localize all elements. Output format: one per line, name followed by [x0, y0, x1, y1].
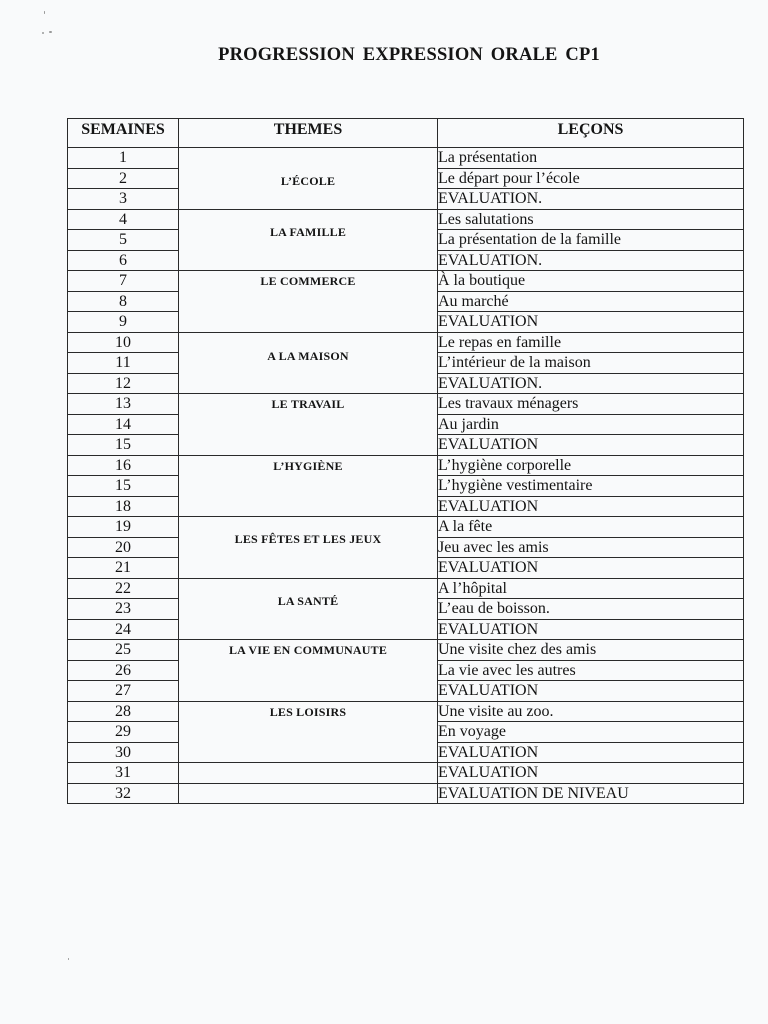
week-number: 29 [68, 722, 179, 743]
table-row [68, 148, 744, 169]
lesson-name: A la fête [438, 517, 744, 538]
table-row [68, 763, 744, 784]
week-number: 15 [68, 435, 179, 456]
week-number: 26 [68, 660, 179, 681]
week-number: 28 [68, 701, 179, 722]
header-weeks: SEMAINES [68, 119, 179, 148]
table-row [68, 455, 744, 476]
lesson-name: La présentation [438, 148, 744, 169]
theme-cell [179, 332, 438, 394]
week-number: 2 [68, 168, 179, 189]
theme-cell [179, 209, 438, 271]
theme-name: L’HYGIÈNE [273, 458, 343, 473]
theme-cell [179, 517, 438, 579]
week-number: 18 [68, 496, 179, 517]
table-row [68, 394, 744, 415]
lesson-name: Le repas en famille [438, 332, 744, 353]
table-row [68, 271, 744, 292]
lesson-name: L’hygiène vestimentaire [438, 476, 744, 497]
theme-cell [179, 763, 438, 784]
lesson-name: Les travaux ménagers [438, 394, 744, 415]
theme-name: LES LOISIRS [269, 704, 347, 719]
theme-name: LA SANTÉ [277, 593, 339, 608]
lesson-name: EVALUATION DE NIVEAU [438, 783, 744, 804]
theme-cell [179, 701, 438, 763]
lesson-name: EVALUATION. [438, 250, 744, 271]
week-number: 7 [68, 271, 179, 292]
week-number: 19 [68, 517, 179, 538]
lesson-name: Au marché [438, 291, 744, 312]
week-number: 8 [68, 291, 179, 312]
theme-name: LES FÊTES ET LES JEUX [234, 532, 382, 546]
theme-name: LE COMMERCE [260, 274, 356, 288]
theme-cell [179, 640, 438, 702]
theme-cell [179, 271, 438, 333]
theme-name: A LA MAISON [267, 348, 349, 363]
lesson-name: Une visite au zoo. [438, 701, 744, 722]
week-number: 22 [68, 578, 179, 599]
week-number: 16 [68, 455, 179, 476]
table-row [68, 332, 744, 353]
lesson-name: Une visite chez des amis [438, 640, 744, 661]
week-number: 15 [68, 476, 179, 497]
week-number: 12 [68, 373, 179, 394]
theme-name: LE TRAVAIL [271, 397, 345, 411]
theme-cell [179, 783, 438, 804]
week-number: 14 [68, 414, 179, 435]
lesson-name: EVALUATION [438, 619, 744, 640]
week-number: 3 [68, 189, 179, 210]
scan-mark [44, 11, 45, 14]
theme-cell [179, 455, 438, 517]
lesson-name: Le départ pour l’école [438, 168, 744, 189]
lesson-name: Les salutations [438, 209, 744, 230]
week-number: 30 [68, 742, 179, 763]
progression-table [67, 118, 744, 804]
table-row [68, 517, 744, 538]
lesson-name: La vie avec les autres [438, 660, 744, 681]
theme-cell [179, 578, 438, 640]
lesson-name: EVALUATION. [438, 373, 744, 394]
scan-mark [42, 32, 44, 34]
theme-name: L’ÉCOLE [280, 174, 336, 188]
lesson-name: La présentation de la famille [438, 230, 744, 251]
theme-name: LA VIE EN COMMUNAUTE [228, 643, 388, 657]
week-number: 27 [68, 681, 179, 702]
week-number: 25 [68, 640, 179, 661]
week-number: 23 [68, 599, 179, 620]
table-row [68, 209, 744, 230]
week-number: 20 [68, 537, 179, 558]
lesson-name: EVALUATION [438, 312, 744, 333]
lesson-name: EVALUATION [438, 435, 744, 456]
table-row [68, 640, 744, 661]
lesson-name: EVALUATION [438, 763, 744, 784]
theme-cell [179, 394, 438, 456]
lesson-name: EVALUATION [438, 681, 744, 702]
table-row [68, 783, 744, 804]
table-row [68, 578, 744, 599]
week-number: 1 [68, 148, 179, 169]
week-number: 13 [68, 394, 179, 415]
lesson-name: L’intérieur de la maison [438, 353, 744, 374]
lesson-name: EVALUATION. [438, 189, 744, 210]
lesson-name: EVALUATION [438, 496, 744, 517]
scan-mark [68, 958, 69, 960]
week-number: 31 [68, 763, 179, 784]
document-title: PROGRESSION EXPRESSION ORALE CP1 [218, 45, 600, 65]
lesson-name: EVALUATION [438, 558, 744, 579]
lesson-name: En voyage [438, 722, 744, 743]
lesson-name: L’hygiène corporelle [438, 455, 744, 476]
table-row [68, 701, 744, 722]
week-number: 10 [68, 332, 179, 353]
header-lessons: LEÇONS [438, 119, 744, 148]
lesson-name: Jeu avec les amis [438, 537, 744, 558]
week-number: 32 [68, 783, 179, 804]
lesson-name: Au jardin [438, 414, 744, 435]
week-number: 6 [68, 250, 179, 271]
lesson-name: EVALUATION [438, 742, 744, 763]
table-header-row [68, 119, 744, 148]
week-number: 11 [68, 353, 179, 374]
header-themes: THEMES [179, 119, 438, 148]
week-number: 21 [68, 558, 179, 579]
theme-name: LA FAMILLE [269, 224, 347, 239]
week-number: 9 [68, 312, 179, 333]
week-number: 4 [68, 209, 179, 230]
lesson-name: L’eau de boisson. [438, 599, 744, 620]
week-number: 24 [68, 619, 179, 640]
scan-mark [49, 31, 52, 33]
week-number: 5 [68, 230, 179, 251]
theme-cell [179, 148, 438, 210]
lesson-name: A l’hôpital [438, 578, 744, 599]
lesson-name: À la boutique [438, 271, 744, 292]
